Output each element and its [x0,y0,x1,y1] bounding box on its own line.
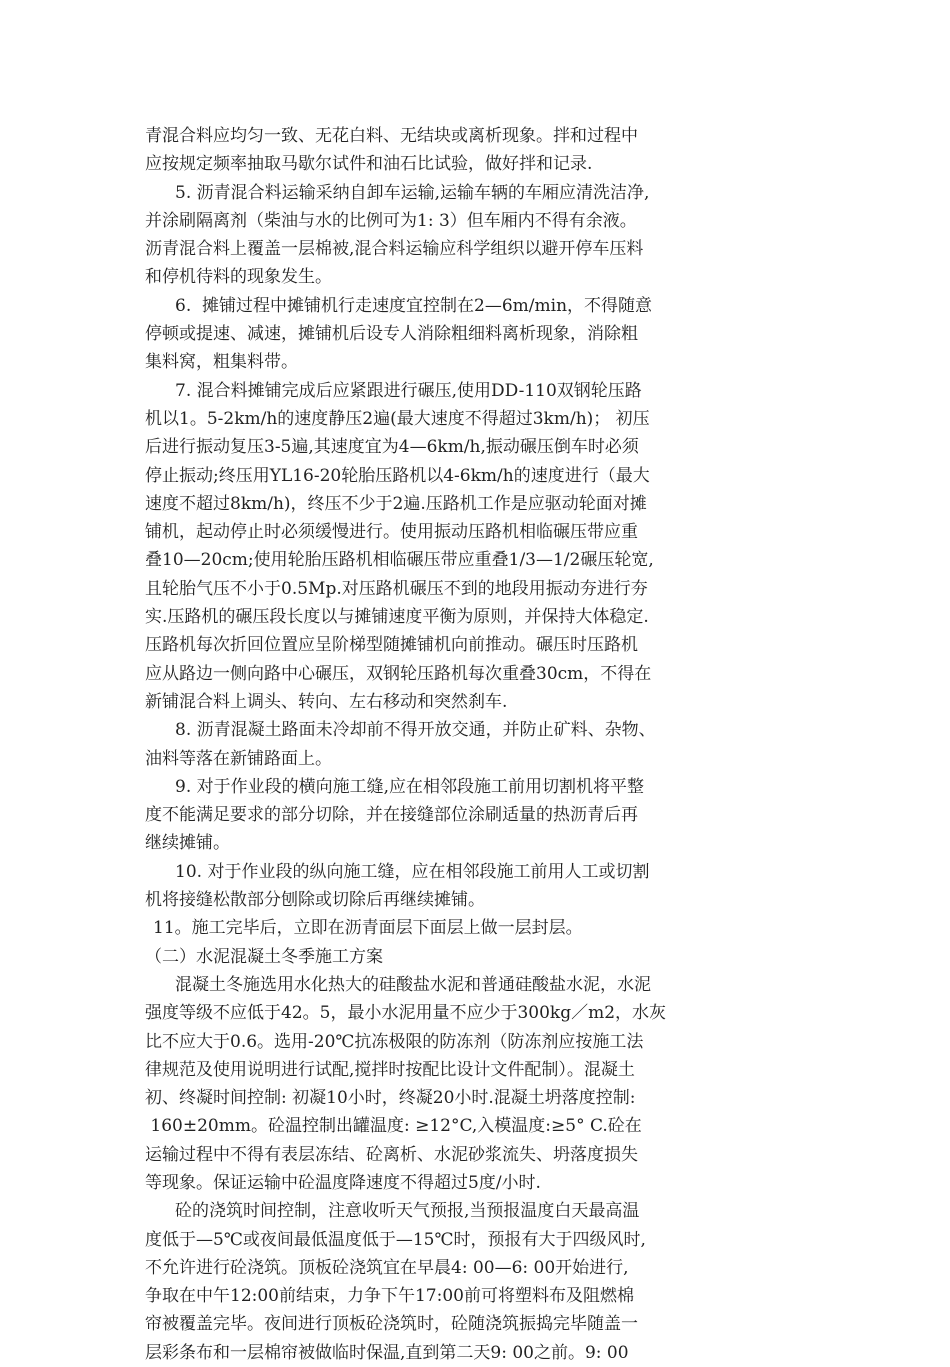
text-line: 机将接缝松散部分刨除或切除后再继续摊铺。 [145,890,485,911]
text-line: 度不能满足要求的部分切除，并在接缝部位涂刷适量的热沥青后再 [145,805,638,826]
text-line: 后进行振动复压3-5遍,其速度宜为4—6km/h,振动碾压倒车时必须 [145,437,639,458]
text-line: 铺机，起动停止时必须缓慢进行。使用振动压路机相临碾压带应重 [145,522,638,543]
text-line: 11。施工完毕后，立即在沥青面层下面层上做一层封层。 [153,918,583,939]
text-line: 8. 沥青混凝土路面未冷却前不得开放交通，并防止矿料、杂物、 [175,720,656,741]
text-line: 初、终凝时间控制: 初凝10小时，终凝20小时.混凝土坍落度控制: [145,1088,636,1109]
text-line: 9. 对于作业段的横向施工缝,应在相邻段施工前用切割机将平整 [175,776,645,797]
text-line: 青混合料应均匀一致、无花白料、无结块或离析现象。拌和过程中 [145,126,638,146]
text-line: 律规范及使用说明进行试配,搅拌时按配比设计文件配制）。混凝土 [145,1059,635,1080]
text-line: 比不应大于0.6。选用-20℃抗冻极限的防冻剂（防冻剂应按施工法 [145,1031,644,1052]
text-line: 层彩条布和一层棉帘被做临时保温,直到第二天9: 00之前。9: 00 [145,1342,629,1363]
text-line: 和停机待料的现象发生。 [145,267,332,288]
text-line: （二）水泥混凝土冬季施工方案 [145,946,383,967]
text-line: 等现象。保证运输中砼温度降速度不得超过5度/小时. [145,1172,541,1193]
text-line: 砼的浇筑时间控制，注意收听天气预报,当预报温度白天最高温 [175,1201,640,1222]
text-line: 集料窝，粗集料带。 [145,352,298,373]
text-line: 实.压路机的碾压段长度以与摊铺速度平衡为原则，并保持大体稳定. [145,607,649,628]
text-line: 7. 混合料摊铺完成后应紧跟进行碾压,使用DD-110双钢轮压路 [175,380,642,401]
text-line: 强度等级不应低于42。5，最小水泥用量不应少于300kg／m2，水灰 [145,1003,667,1024]
text-line: 压路机每次折回位置应呈阶梯型随摊铺机向前推动。碾压时压路机 [145,635,638,656]
text-line: 且轮胎气压不小于0.5Mp.对压路机碾压不到的地段用振动夯进行夯 [145,578,648,599]
text-line: 度低于—5℃或夜间最低温度低于—15℃时，预报有大于四级风时, [145,1229,646,1250]
text-line: 停止振动;终压用YL16-20轮胎压路机以4-6km/h的速度进行（最大 [145,465,650,486]
text-line: 速度不超过8km/h)，终压不少于2遍.压路机工作是应驱动轮面对摊 [145,493,647,514]
text-line: 帘被覆盖完毕。夜间进行顶板砼浇筑时，砼随浇筑振捣完毕随盖一 [145,1314,638,1335]
text-line: 停顿或提速、减速，摊铺机后设专人消除粗细料离析现象，消除粗 [145,324,638,345]
text-line: 争取在中午12:00前结束，力争下午17:00前可将塑料布及阻燃棉 [145,1286,634,1307]
document-body [145,122,805,1367]
text-line: 不允许进行砼浇筑。顶板砼浇筑宜在早晨4: 00—6: 00开始进行, [145,1257,629,1278]
text-line: 混凝土冬施选用水化热大的硅酸盐水泥和普通硅酸盐水泥，水泥 [175,974,651,995]
text-line: 油料等落在新铺路面上。 [145,748,332,769]
text-line: 6. 摊铺过程中摊铺机行走速度宜控制在2—6m/min，不得随意 [175,295,653,316]
text-line: 应按规定频率抽取马歇尔试件和油石比试验，做好拌和记录. [145,154,593,175]
text-line: 运输过程中不得有表层冻结、砼离析、水泥砂浆流失、坍落度损失 [145,1144,638,1165]
text-line: 应从路边一侧向路中心碾压，双钢轮压路机每次重叠30cm，不得在 [145,663,652,684]
text-line: 10. 对于作业段的纵向施工缝，应在相邻段施工前用人工或切割 [175,861,650,882]
text-line: 继续摊铺。 [145,833,230,854]
text-line: 5. 沥青混合料运输采纳自卸车运输,运输车辆的车厢应清洗洁净, [175,182,650,203]
text-line: 机以1。5-2km/h的速度静压2遍(最大速度不得超过3km/h)； 初压 [145,408,650,429]
text-line: 160±20mm。砼温控制出罐温度: ≥12°C,入模温度:≥5° C.砼在 [145,1116,642,1137]
text-line: 并涂刷隔离剂（柴油与水的比例可为1: 3）但车厢内不得有余液。 [145,210,637,231]
text-line: 叠10—20cm;使用轮胎压路机相临碾压带应重叠1/3—1/2碾压轮宽, [145,550,654,571]
text-line: 新铺混合料上调头、转向、左右移动和突然刹车. [145,691,508,712]
text-line: 沥青混合料上覆盖一层棉被,混合料运输应科学组织以避开停车压料 [145,239,644,260]
